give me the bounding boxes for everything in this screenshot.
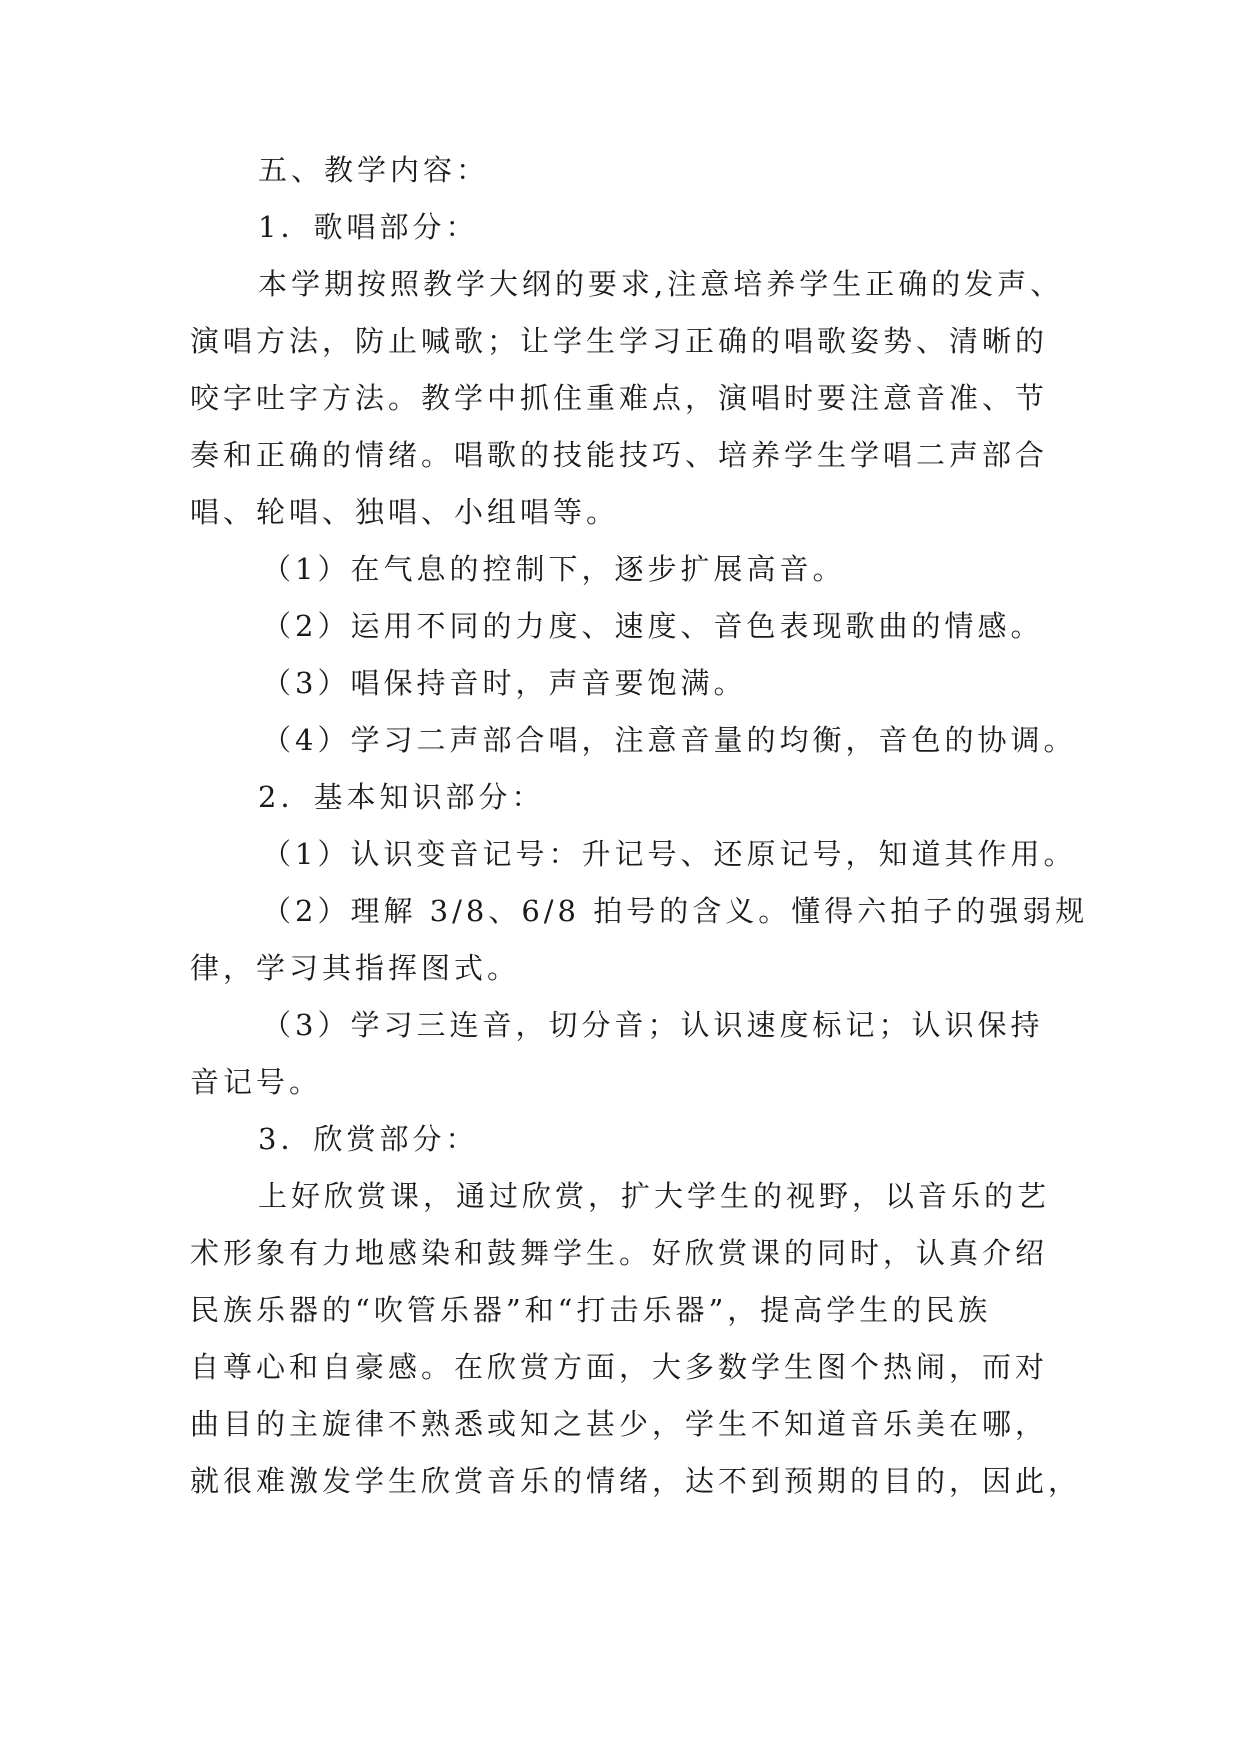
paragraph-line: 演唱方法，防止喊歌；让学生学习正确的唱歌姿势、清晰的 (190, 324, 1049, 358)
paragraph-line: 术形象有力地感染和鼓舞学生。好欣赏课的同时，认真介绍 (190, 1236, 1049, 1270)
paragraph-line: 咬字吐字方法。教学中抓住重难点，演唱时要注意音准、节 (190, 381, 1049, 415)
section-heading: 五、教学内容： (258, 153, 490, 187)
paragraph-line: 唱、轮唱、独唱、小组唱等。 (190, 495, 620, 529)
paragraph-line: 本学期按照教学大纲的要求,注意培养学生正确的发声、 (258, 267, 1064, 301)
list-item: （3）学习三连音，切分音；认识速度标记；认识保持 (262, 1008, 1044, 1042)
paragraph-line: 自尊心和自豪感。在欣赏方面，大多数学生图个热闹，而对 (190, 1350, 1049, 1384)
list-item: （4）学习二声部合唱，注意音量的均衡，音色的协调。 (262, 723, 1077, 757)
paragraph-line: 律，学习其指挥图式。 (190, 951, 521, 985)
paragraph-line: 就很难激发学生欣赏音乐的情绪，达不到预期的目的，因此， (190, 1464, 1082, 1498)
list-item: （2）理解 3/8、6/8 拍号的含义。懂得六拍子的强弱规 (262, 894, 1089, 928)
subsection-heading: 2．基本知识部分： (258, 780, 545, 814)
paragraph-line: 音记号。 (190, 1065, 323, 1099)
paragraph-line: 曲目的主旋律不熟悉或知之甚少，学生不知道音乐美在哪， (190, 1407, 1049, 1441)
subsection-heading: 3．欣赏部分： (258, 1122, 479, 1156)
list-item: （2）运用不同的力度、速度、音色表现歌曲的情感。 (262, 609, 1044, 643)
list-item: （1）在气息的控制下，逐步扩展高音。 (262, 552, 846, 586)
list-item: （1）认识变音记号：升记号、还原记号，知道其作用。 (262, 837, 1077, 871)
list-item: （3）唱保持音时，声音要饱满。 (262, 666, 747, 700)
paragraph-line: 奏和正确的情绪。唱歌的技能技巧、培养学生学唱二声部合 (190, 438, 1049, 472)
paragraph-line: 民族乐器的“吹管乐器”和“打击乐器”，提高学生的民族 (190, 1293, 992, 1327)
subsection-heading: 1．歌唱部分： (258, 210, 479, 244)
paragraph-line: 上好欣赏课，通过欣赏，扩大学生的视野，以音乐的艺 (258, 1179, 1051, 1213)
